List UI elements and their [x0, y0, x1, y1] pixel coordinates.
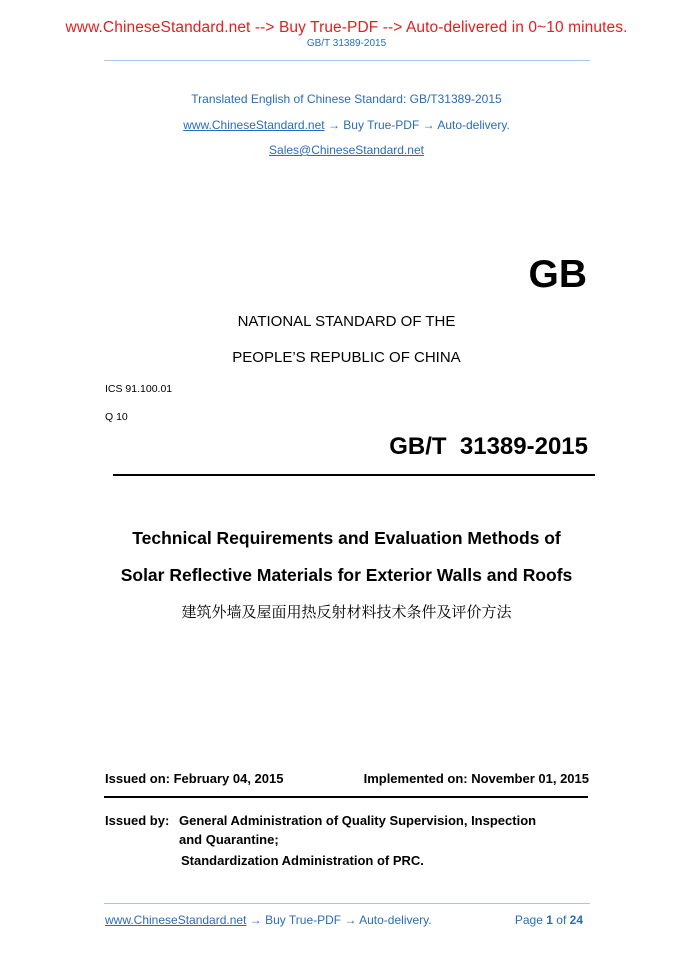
footer-divider [104, 903, 590, 904]
translation-links [0, 118, 693, 132]
title-rule [113, 474, 595, 476]
classification-code: Q 10 [105, 411, 128, 423]
gb-mark: GB [528, 253, 587, 296]
implemented-on-date: Implemented on: November 01, 2015 [363, 771, 589, 786]
title-chinese: 建筑外墙及屋面用热反射材料技术条件及评价方法 [181, 603, 512, 621]
email-link[interactable]: Sales@ChineseStandard.net [269, 143, 424, 157]
issuer-line-3: Standardization Administration of PRC. [181, 853, 424, 868]
national-standard-line-1: NATIONAL STANDARD OF THE [237, 313, 456, 330]
title-english-line-1: Technical Requirements and Evaluation Methods of [132, 528, 561, 548]
title-english-line-2: Solar Reflective Materials for Exterior Walls and Roofs [120, 565, 573, 585]
page-indicator [515, 913, 583, 927]
header-divider [104, 60, 590, 61]
of-label: of [556, 913, 567, 927]
national-standard-line-2: PEOPLE’S REPUBLIC OF CHINA [232, 349, 461, 366]
footer-links [105, 913, 432, 927]
page-total: 24 [569, 913, 583, 927]
buy-note: → Buy True-PDF → Auto-delivery. [327, 118, 510, 132]
ics-code: ICS 91.100.01 [105, 383, 173, 395]
standard-number: GB/T 31389-2015 [389, 433, 588, 460]
footer-site-link[interactable]: www.ChineseStandard.net [105, 913, 247, 927]
translation-note: Translated English of Chinese Standard: GB/T31389-2015 [191, 92, 502, 106]
page-label: Page [514, 913, 543, 927]
issuer-line-2: and Quarantine; [179, 832, 279, 847]
issued-by-label: Issued by: [105, 813, 170, 828]
footer-buy-note: → Buy True-PDF → Auto-delivery. [249, 913, 432, 927]
header-standard-code: GB/T 31389-2015 [306, 38, 387, 49]
issued-on-date: Issued on: February 04, 2015 [105, 771, 284, 786]
issuer-line-1: General Administration of Quality Supervision, Inspection [179, 813, 537, 828]
site-link[interactable]: www.ChineseStandard.net [183, 118, 325, 132]
email-line [0, 143, 693, 157]
promo-banner: www.ChineseStandard.net --> Buy True-PDF --> Auto-delivered in 0~10 minutes. [65, 19, 628, 36]
dates-rule [104, 796, 588, 798]
page-number: 1 [546, 913, 553, 927]
